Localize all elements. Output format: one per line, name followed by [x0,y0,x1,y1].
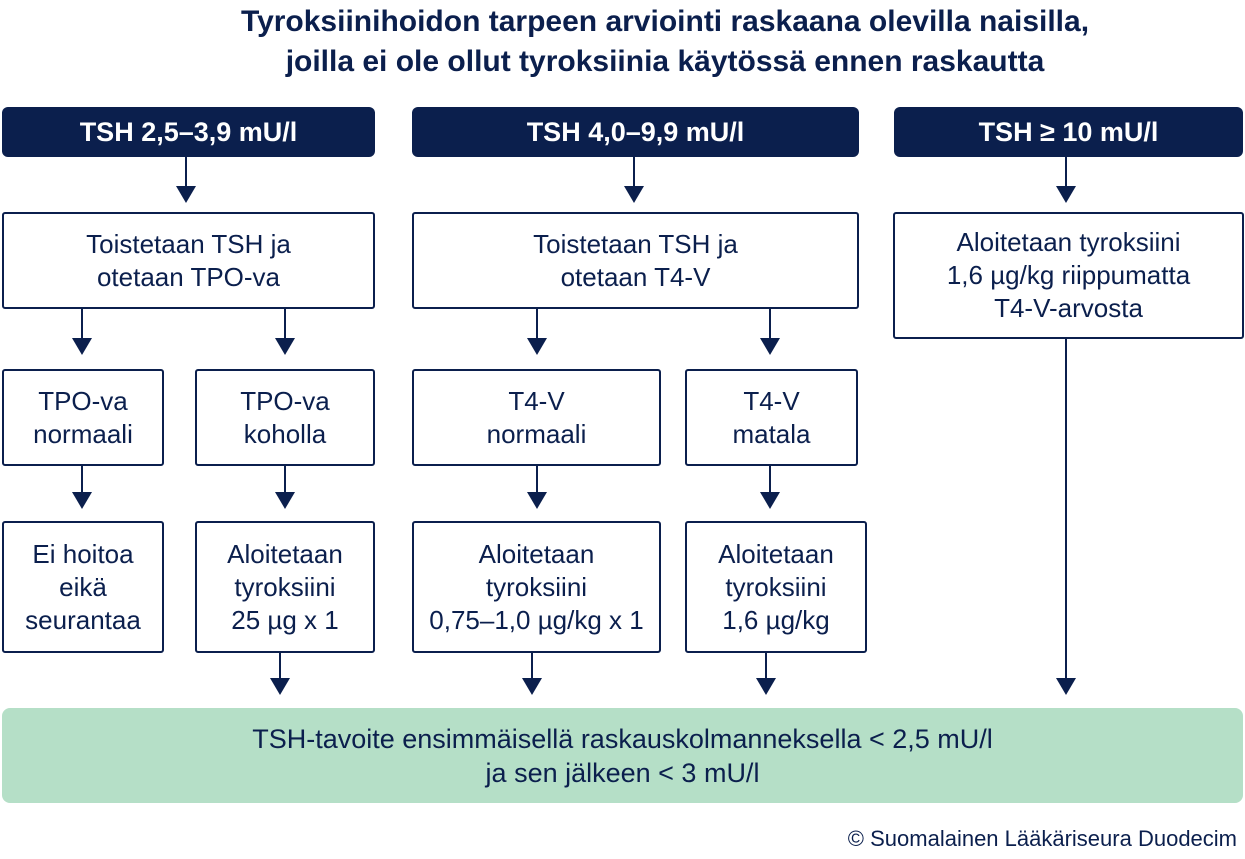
copyright-notice: © Suomalainen Lääkäriseura Duodecim [847,826,1237,851]
arrow-head [527,492,547,509]
step-line: Toistetaan TSH ja [533,228,738,259]
step-box-start-thyroxine [893,212,1244,339]
condition-line: normaali [33,418,133,449]
arrow-head [624,186,644,203]
action-line: Aloitetaan [227,538,343,569]
condition-line: normaali [486,418,587,449]
diagram-title [0,2,1245,82]
action-line: tyroksiini [234,571,336,602]
action-line: tyroksiini [485,571,588,602]
arrow-head [72,492,92,509]
step-line: Aloitetaan tyroksiini [956,227,1181,257]
step-line: T4-V-arvosta [994,293,1143,323]
arrow-head [527,338,547,355]
arrow-head [176,186,196,203]
arrow-head [760,338,780,355]
arrow-head [72,338,92,355]
condition-line: T4-V [743,385,800,416]
arrow-head [275,338,295,355]
arrow-head [522,678,542,695]
goal-line-2: ja sen jälkeen < 3 mU/l [485,757,760,788]
arrow-head [270,678,290,695]
arrow-head [1056,678,1076,695]
step-line: otetaan T4-V [560,261,711,292]
step-line: otetaan TPO-va [96,261,281,292]
condition-line: TPO-va [240,385,330,416]
action-line: Ei hoitoa [32,538,134,569]
goal-box [2,708,1243,803]
action-box-thyroxine-0-75 [412,521,661,653]
action-line: Aloitetaan [718,538,834,569]
action-box-no-treatment [2,521,164,653]
action-line: 0,75–1,0 µg/kg x 1 [429,604,644,635]
condition-line: TPO-va [38,385,128,416]
header-tsh-10: TSH ≥ 10 mU/l [894,107,1243,157]
action-line: tyroksiini [725,571,827,602]
title-line-1: Tyroksiinihoidon tarpeen arviointi raskaana olevilla naisilla, [240,5,1090,38]
condition-box-t4v-normal [412,369,661,466]
arrow-head [760,492,780,509]
step-line: Toistetaan TSH ja [86,228,291,259]
step-line: 1,6 µg/kg riippumatta [946,260,1191,290]
header-tsh-2-5-3-9: TSH 2,5–3,9 mU/l [2,107,375,157]
title-line-2: joilla ei ole ollut tyroksiinia käytössä ennen raskautta [285,45,1045,78]
action-line: eikä [59,571,107,602]
action-line: 1,6 µg/kg [722,604,830,635]
action-line: Aloitetaan [478,538,595,569]
condition-box-tpo-elevated [195,369,375,466]
action-line: seurantaa [25,604,141,635]
condition-line: koholla [243,418,327,449]
action-box-thyroxine-1-6 [685,521,867,653]
condition-box-tpo-normal [2,369,164,466]
action-box-thyroxine-25 [195,521,375,653]
goal-line-1: TSH-tavoite ensimmäisellä raskauskolmanneksella < 2,5 mU/l [252,723,993,754]
condition-line: matala [732,418,811,449]
action-line: 25 µg x 1 [231,604,339,635]
step-box-repeat-tsh-t4v [412,212,859,309]
arrow-head [756,678,776,695]
arrow-head [275,492,295,509]
condition-line: T4-V [508,385,565,416]
step-box-repeat-tsh-tpo [2,212,375,309]
header-tsh-4-0-9-9: TSH 4,0–9,9 mU/l [412,107,859,157]
condition-box-t4v-low [685,369,858,466]
arrow-head [1056,186,1076,203]
